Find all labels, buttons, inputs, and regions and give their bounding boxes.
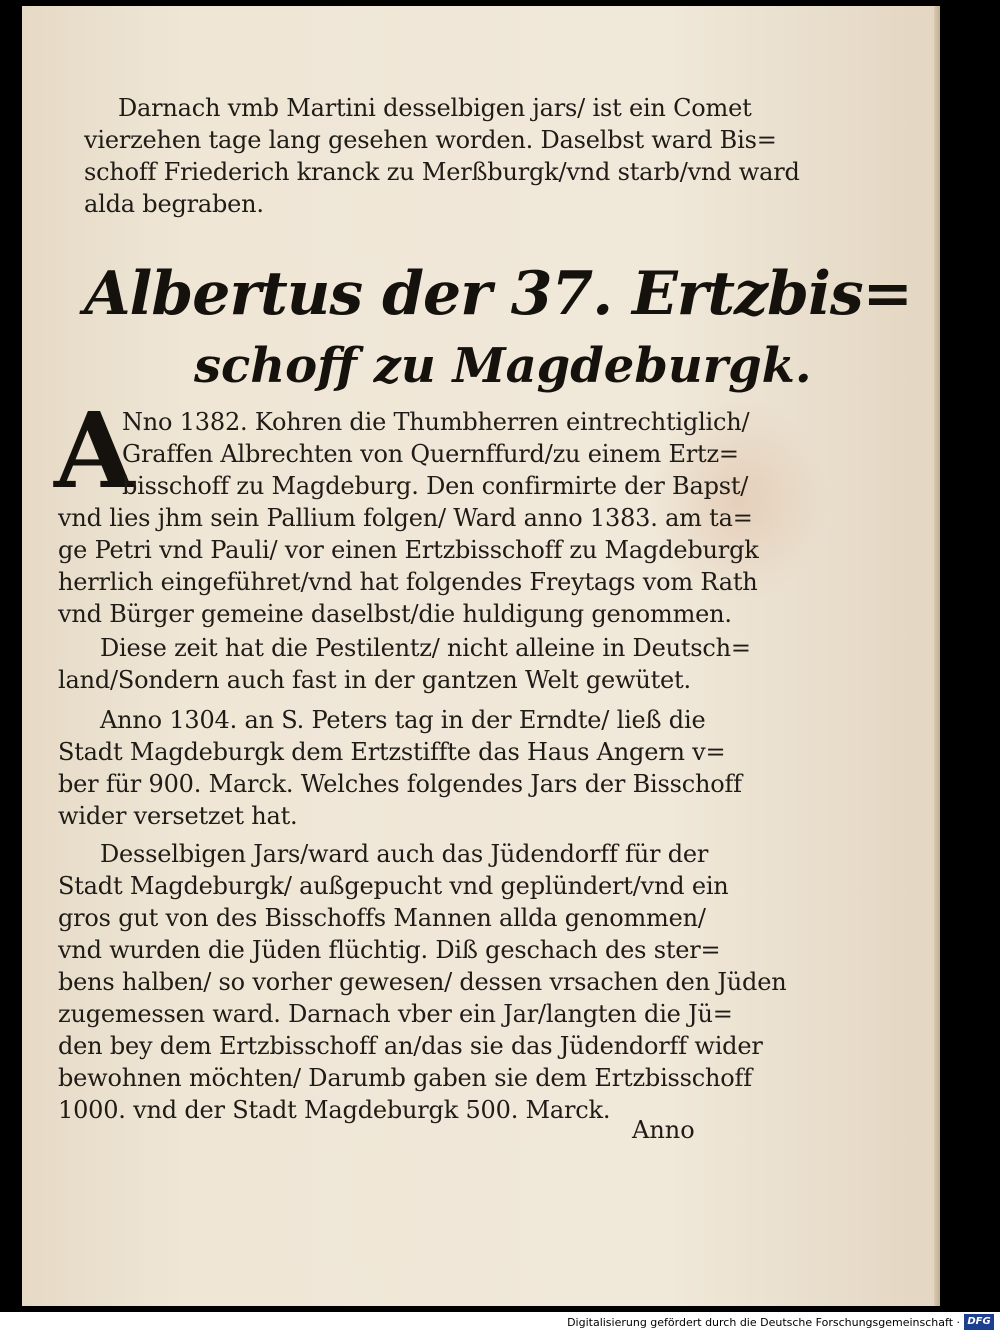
text-line: zugemessen ward. Darnach vber ein Jar/langten die Jü= xyxy=(58,1000,733,1028)
text-line: wider versetzet hat. xyxy=(58,802,298,830)
text-line: Stadt Magdeburgk/ außgepucht vnd geplündert/vnd ein xyxy=(58,872,729,900)
text-line: alda begraben. xyxy=(84,190,264,218)
text-line: Stadt Magdeburgk dem Ertzstiffte das Haus Angern v= xyxy=(58,738,726,766)
text-line: Desselbigen Jars/ward auch das Jüdendorff für der xyxy=(100,840,709,868)
text-line: bisschoff zu Magdeburg. Den confirmirte der Bapst/ xyxy=(122,472,749,500)
text-line: den bey dem Ertzbisschoff an/das sie das Jüdendorff wider xyxy=(58,1032,763,1060)
chapter-title-line-1: Albertus der 37. Ertzbis= xyxy=(84,259,912,329)
catchword: Anno xyxy=(632,1116,695,1144)
text-line: vnd lies jhm sein Pallium folgen/ Ward anno 1383. am ta= xyxy=(58,504,753,532)
book-page xyxy=(22,6,940,1306)
footer-credit-bar xyxy=(0,1312,1000,1333)
dfg-logo: DFG xyxy=(964,1314,994,1330)
text-line: Anno 1304. an S. Peters tag in der Erndte/ ließ die xyxy=(100,706,706,734)
chapter-title-line-2: schoff zu Magdeburgk. xyxy=(194,338,812,394)
text-line: ge Petri vnd Pauli/ vor einen Ertzbisschoff zu Magdeburgk xyxy=(58,536,759,564)
text-line: land/Sondern auch fast in der gantzen Welt gewütet. xyxy=(58,666,691,694)
text-line: Diese zeit hat die Pestilentz/ nicht alleine in Deutsch= xyxy=(100,634,751,662)
text-line: schoff Friederich kranck zu Merßburgk/vnd starb/vnd ward xyxy=(84,158,800,186)
text-line: Darnach vmb Martini desselbigen jars/ ist ein Comet xyxy=(118,94,752,122)
text-line: Graffen Albrechten von Quernffurd/zu einem Ertz= xyxy=(122,440,739,468)
footer-credit-text: Digitalisierung gefördert durch die Deutsche Forschungsgemeinschaft · xyxy=(567,1316,960,1329)
text-line: vnd Bürger gemeine daselbst/die huldigung genommen. xyxy=(58,600,732,628)
text-line: bewohnen möchten/ Darumb gaben sie dem Ertzbisschoff xyxy=(58,1064,752,1092)
text-line: vnd wurden die Jüden flüchtig. Diß geschach des ster= xyxy=(58,936,721,964)
text-line: 1000. vnd der Stadt Magdeburgk 500. Marck. xyxy=(58,1096,611,1124)
text-line: Nno 1382. Kohren die Thumbherren eintrechtiglich/ xyxy=(122,408,750,436)
text-line: vierzehen tage lang gesehen worden. Daselbst ward Bis= xyxy=(84,126,777,154)
text-line: ber für 900. Marck. Welches folgendes Jars der Bisschoff xyxy=(58,770,742,798)
drop-cap: A xyxy=(54,389,135,512)
text-line: gros gut von des Bisschoffs Mannen allda genommen/ xyxy=(58,904,706,932)
text-line: bens halben/ so vorher gewesen/ dessen vrsachen den Jüden xyxy=(58,968,787,996)
text-line: herrlich eingeführet/vnd hat folgendes Freytags vom Rath xyxy=(58,568,758,596)
page-edge xyxy=(934,6,940,1306)
